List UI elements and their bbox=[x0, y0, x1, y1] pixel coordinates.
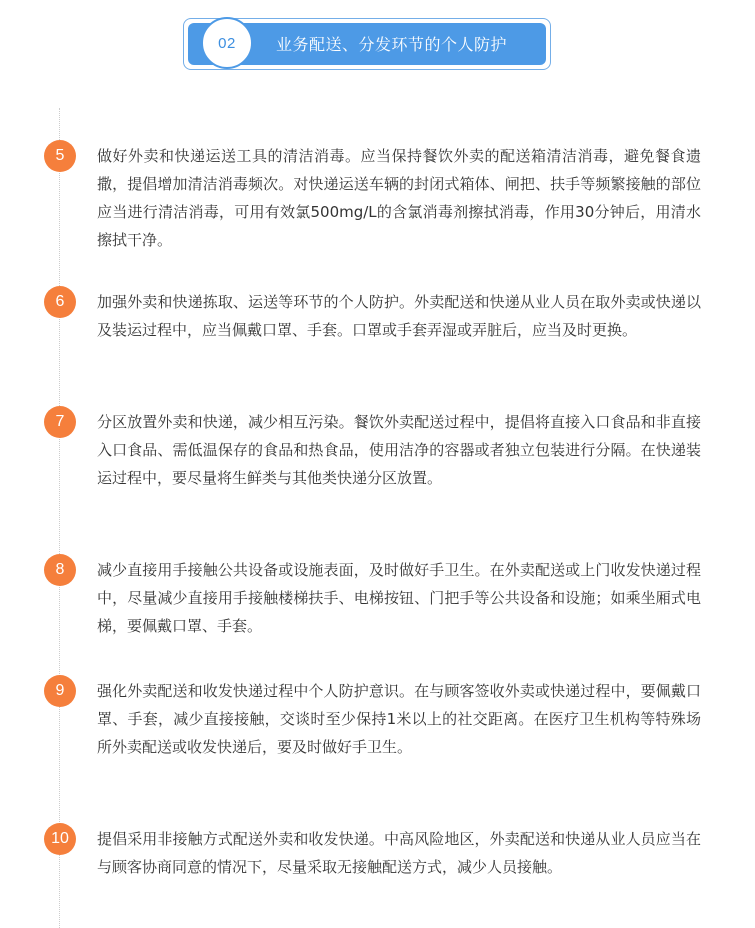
item-number-badge: 9 bbox=[44, 675, 76, 707]
item-text: 做好外卖和快递运送工具的清洁消毒。应当保持餐饮外卖的配送箱清洁消毒，避免餐食遗撒，提倡增加清洁消毒频次。对快递运送车辆的封闭式箱体、闸把、扶手等频繁接触的部位应当进行清洁消毒，可用有效氯500mg/L的含氯消毒剂擦拭消毒，作用30分钟后，用清水擦拭干净。 bbox=[97, 147, 701, 249]
section-header bbox=[183, 18, 551, 70]
timeline-dotted-line bbox=[59, 108, 60, 928]
section-number: 02 bbox=[218, 34, 236, 52]
section-header-bar bbox=[188, 23, 546, 65]
item-number-badge: 5 bbox=[44, 140, 76, 172]
item-number-badge: 10 bbox=[44, 823, 76, 855]
item-text: 分区放置外卖和快递，减少相互污染。餐饮外卖配送过程中，提倡将直接入口食品和非直接入口食品、需低温保存的食品和热食品，使用洁净的容器或者独立包装进行分隔。在快递装运过程中，要尽量将生鲜类与其他类快递分区放置。 bbox=[97, 413, 701, 487]
item-text: 减少直接用手接触公共设备或设施表面，及时做好手卫生。在外卖配送或上门收发快递过程中，尽量减少直接用手接触楼梯扶手、电梯按钮、门把手等公共设备和设施；如乘坐厢式电梯，要佩戴口罩、手套。 bbox=[97, 561, 701, 635]
item-text: 加强外卖和快递拣取、运送等环节的个人防护。外卖配送和快递从业人员在取外卖或快递以及装运过程中，应当佩戴口罩、手套。口罩或手套弄湿或弄脏后，应当及时更换。 bbox=[97, 293, 701, 339]
item-text: 强化外卖配送和收发快递过程中个人防护意识。在与顾客签收外卖或快递过程中，要佩戴口罩、手套，减少直接接触，交谈时至少保持1米以上的社交距离。在医疗卫生机构等特殊场所外卖配送或收发快递后，要及时做好手卫生。 bbox=[97, 682, 701, 756]
item-text: 提倡采用非接触方式配送外卖和收发快递。中高风险地区，外卖配送和快递从业人员应当在与顾客协商同意的情况下，尽量采取无接触配送方式，减少人员接触。 bbox=[97, 830, 701, 876]
item-number-badge: 7 bbox=[44, 406, 76, 438]
section-number-circle bbox=[201, 17, 253, 69]
item-number-badge: 6 bbox=[44, 286, 76, 318]
section-title: 业务配送、分发环节的个人防护 bbox=[276, 35, 508, 54]
item-number-badge: 8 bbox=[44, 554, 76, 586]
